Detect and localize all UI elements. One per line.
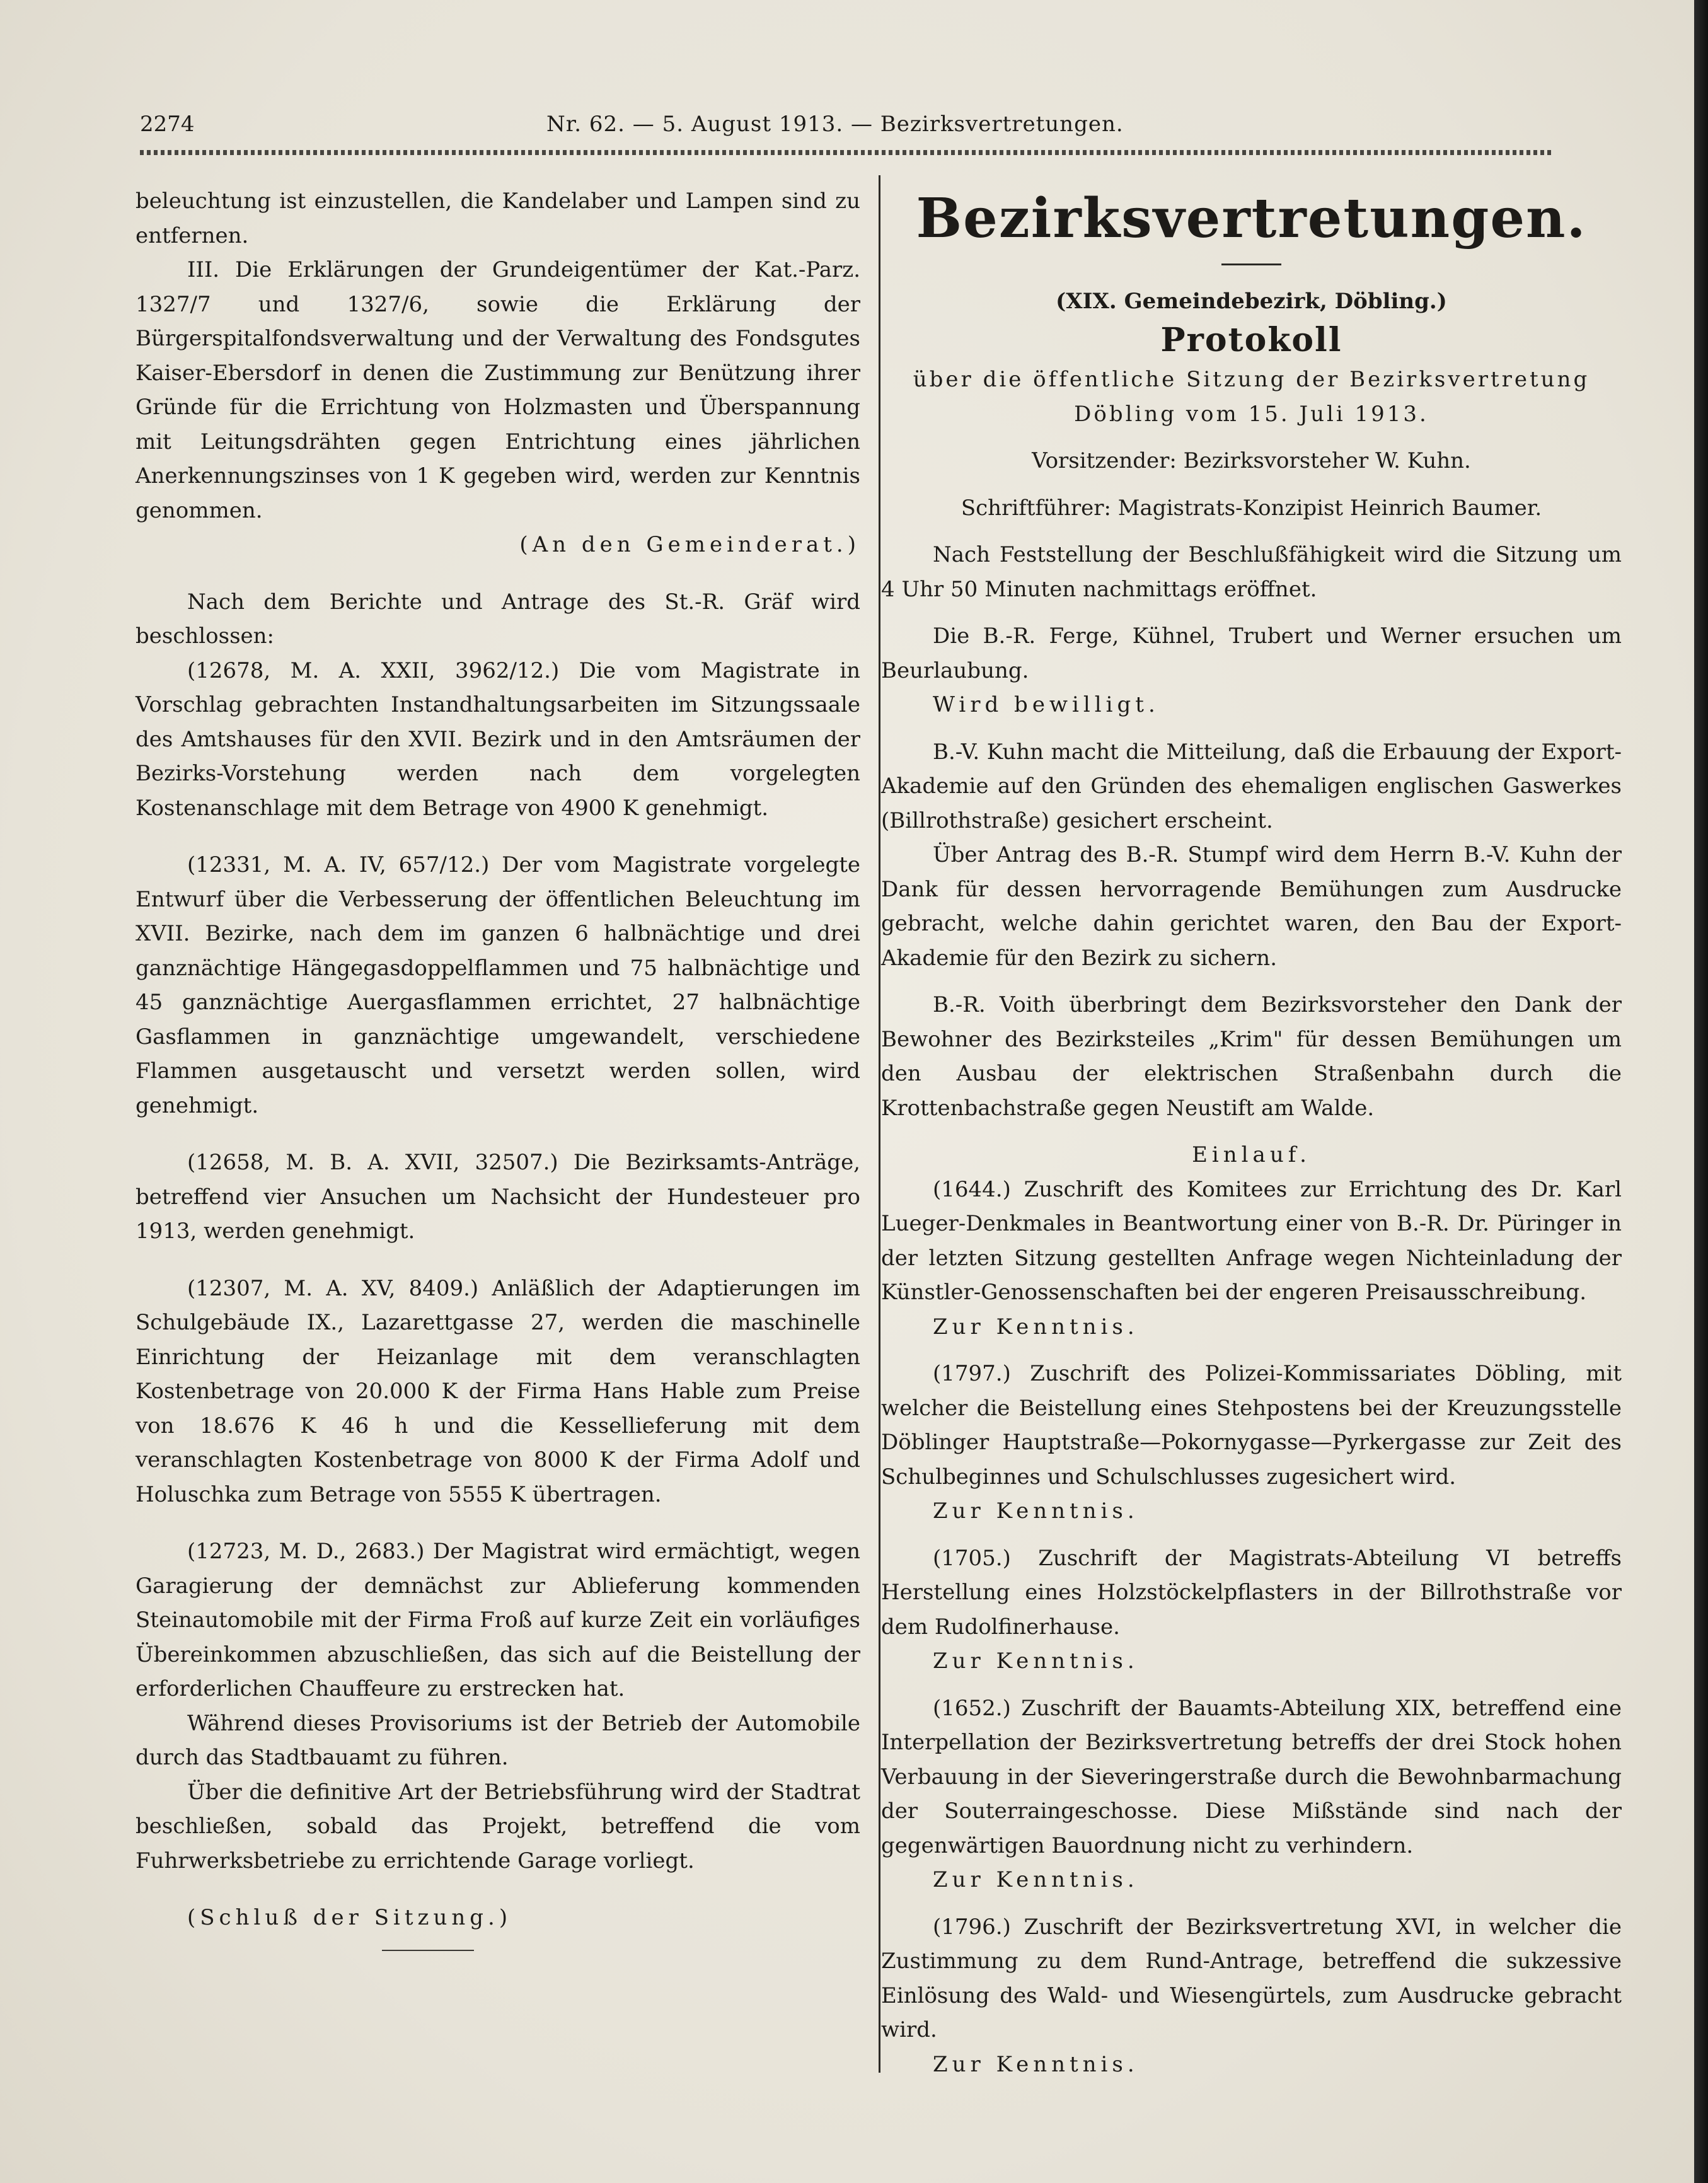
spacer — [136, 1512, 860, 1534]
paragraph: (1797.) Zuschrift des Polizei-Kommissariates Döbling, mit welcher die Beistellung eines Stehpostens bei der Kreuzungsstelle Döblinger Hauptstraße—Pokornygasse—Pyrkergasse zur Zeit des Schulbeginnes und Schulschlusses zugesichert wird. — [881, 1361, 1622, 1490]
secretary-line: Schriftführer: Magistrats-Konzipist Heinrich Baumer. — [961, 495, 1542, 521]
right-column — [881, 178, 1622, 2082]
paragraph: Nach dem Berichte und Antrage des St.-R. Gräf wird beschlossen: — [136, 589, 860, 649]
paragraph: (12658, M. B. A. XVII, 32507.) Die Bezirksamts-Anträge, betreffend vier Ansuchen um Nachsicht der Hundesteuer pro 1913, werden genehmigt. — [136, 1150, 860, 1244]
paragraph: (12331, M. A. IV, 657/12.) Der vom Magistrate vorgelegte Entwurf über die Verbesserung der öffentlichen Beleuchtung im XVII. Bezirke, nach dem im ganzen 6 halbnächtige und drei ganznächtige Hängegasdoppelflammen und 75 halbnächtige und 45 ganznächtige Auergasflammen errichtet, 27 halbnächtige Gasflammen in ganznächtige umgewandelt, verschiedene Flammen ausgetauscht und versetzt werden sollen, wird genehmigt. — [136, 852, 860, 1118]
paragraph: Einlauf. — [1192, 1142, 1311, 1167]
paragraph: Zur Kenntnis. — [933, 1314, 1139, 1340]
paragraph: (Schluß der Sitzung.) — [187, 1905, 512, 1930]
header-rule — [140, 150, 1552, 155]
chair-line: Vorsitzender: Bezirksvorsteher W. Kuhn. — [1032, 448, 1471, 473]
end-rule — [382, 1950, 474, 1951]
section-title: Bezirksvertretungen. — [916, 187, 1587, 250]
spacer — [881, 1897, 1622, 1910]
paragraph: (1644.) Zuschrift des Komitees zur Errichtung des Dr. Karl Lueger-Denkmales in Beantwortung einer von B.-R. Dr. Püringer in der letzten Sitzung gestellten Anfrage wegen Nichteinladung der Künstler-Genossenschaften bei der engeren Preisausschreibung. — [881, 1176, 1622, 1305]
protocol-title: Protokoll — [1160, 321, 1342, 359]
paragraph: (12307, M. A. XV, 8409.) Anläßlich der Adaptierungen im Schulgebäude IX., Lazarettgasse 27, werden die maschinelle Einrichtung der Heizanlage mit dem veranschlagten Kostenbetrage von 20.000 K der Firma Hans Hable zum Preise von 18.676 K 46 h und die Kessellieferung mit dem veranschlagten Kostenbetrage von 8000 K der Firma Adolf und Holuschka zum Betrage von 5555 K übertragen. — [136, 1275, 860, 1507]
spacer — [881, 606, 1622, 619]
paragraph: Über die definitive Art der Betriebsführung wird der Stadtrat beschließen, sobald das Projekt, betreffend die vom Fuhrwerksbetriebe zu errichtende Garage vorliegt. — [136, 1779, 860, 1873]
paragraph: Die B.-R. Ferge, Kühnel, Trubert und Werner ersuchen um Beurlaubung. — [881, 623, 1622, 683]
paragraph: Zur Kenntnis. — [933, 1498, 1139, 1524]
spacer — [881, 478, 1622, 491]
paragraph: Nach Feststellung der Beschlußfähigkeit wird die Sitzung um 4 Uhr 50 Minuten nachmittags eröffnet. — [881, 542, 1622, 602]
paragraph: (1705.) Zuschrift der Magistrats-Abteilung VI betreffs Herstellung eines Holzstöckelpflasters in der Billrothstraße vor dem Rudolfinerhause. — [881, 1545, 1622, 1640]
paragraph: B.-V. Kuhn macht die Mitteilung, daß die Erbauung der Export-Akademie auf den Gründen des ehemaligen englischen Gaswerkes (Billrothstraße) gesichert erscheint. — [881, 739, 1622, 833]
paragraph: Zur Kenntnis. — [933, 2051, 1139, 2077]
paragraph: (1652.) Zuschrift der Bauamts-Abteilung XIX, betreffend eine Interpellation der Bezirksvertretung betreffs der drei Stock hohen Verbauung in der Sieveringerstraße durch die Bewohnbarmachung der Souterraingeschosse. Diese Mißstände sind nach der gegenwärtigen Bauordnung nicht zu verhindern. — [881, 1695, 1622, 1858]
title-rule — [1221, 263, 1281, 265]
left-column — [136, 184, 860, 1935]
spacer — [136, 825, 860, 848]
spacer — [881, 1679, 1622, 1691]
paragraph: B.-R. Voith überbringt dem Bezirksvorsteher den Dank der Bewohner des Bezirksteiles „Krim" für dessen Bemühungen um den Ausbau der elektrischen Straßenbahn durch die Krottenbachstraße gegen Neustift am Walde. — [881, 992, 1622, 1121]
paragraph: (1796.) Zuschrift der Bezirksvertretung XVI, in welcher die Zustimmung zu dem Rund-Antrage, betreffend die sukzessive Einlösung des Wald- und Wiesengürtels, zum Ausdrucke gebracht wird. — [881, 1914, 1622, 2042]
paragraph: beleuchtung ist einzustellen, die Kandelaber und Lampen sind zu entfernen. — [136, 188, 860, 248]
paragraph: Während dieses Provisoriums ist der Betrieb der Automobile durch das Stadtbauamt zu führen. — [136, 1710, 860, 1770]
scan-border — [1694, 0, 1708, 2183]
protocol-intro-line1: über die öffentliche Sitzung der Bezirksvertretung — [913, 367, 1590, 392]
district-heading: (XIX. Gemeindebezirk, Döbling.) — [1056, 289, 1447, 314]
paragraph: Wird bewilligt. — [933, 692, 1160, 717]
spacer — [136, 562, 860, 585]
paragraph: Zur Kenntnis. — [933, 1867, 1139, 1892]
paragraph: (12723, M. D., 2683.) Der Magistrat wird ermächtigt, wegen Garagierung der demnächst zur Ablieferung kommenden Steinautomobile mit der Firma Froß auf kurze Zeit ein vorläufiges Übereinkommen abzuschließen, das sich auf die Beistellung der erforderlichen Chauffeure zu erstrecken hat. — [136, 1539, 860, 1701]
paragraph: (An den Gemeinderat.) — [519, 532, 860, 557]
spacer — [136, 1123, 860, 1145]
spacer — [136, 1878, 860, 1901]
spacer — [881, 525, 1622, 538]
paragraph: Zur Kenntnis. — [933, 1648, 1139, 1674]
right-paragraphs — [881, 538, 1622, 2082]
protocol-intro-line2: Döbling vom 15. Juli 1913. — [1074, 401, 1429, 427]
spacer — [881, 1125, 1622, 1138]
paragraph: Über Antrag des B.-R. Stumpf wird dem Herrn B.-V. Kuhn der Dank für dessen hervorragende Bemühungen zum Ausdrucke gebracht, welche dahin gerichtet waren, den Bau der Export-Akademie für den Bezirk zu sichern. — [881, 842, 1622, 971]
paragraph: (12678, M. A. XXII, 3962/12.) Die vom Magistrate in Vorschlag gebrachten Instandhaltungsarbeiten im Sitzungssaale des Amtshauses für den XVII. Bezirk und in den Amtsräumen der Bezirks-Vorstehung werden nach dem vorgelegten Kostenanschlage mit dem Betrage von 4900 K genehmigt. — [136, 657, 860, 821]
running-title: Nr. 62. — 5. August 1913. — Bezirksvertretungen. — [546, 112, 1124, 137]
spacer — [881, 1529, 1622, 1541]
spacer — [881, 1344, 1622, 1357]
spacer — [881, 975, 1622, 988]
spacer — [881, 431, 1622, 444]
column-divider — [879, 175, 880, 2073]
paragraph: III. Die Erklärungen der Grundeigentümer der Kat.-Parz. 1327/7 und 1327/6, sowie die Erklärung der Bürgerspitalfondsverwaltung und der Verwaltung des Fondsgutes Kaiser-Ebersdorf in denen die Zustimmung zur Benützung ihrer Gründe für die Errichtung von Holzmasten und Überspannung mit Leitungsdrähten gegen Entrichtung eines jährlichen Anerkennungszinses von 1 K gegeben wird, werden zur Kenntnis genommen. — [136, 257, 860, 523]
page-number: 2274 — [140, 112, 195, 137]
page-header — [140, 108, 1545, 140]
spacer — [881, 722, 1622, 735]
spacer — [136, 1249, 860, 1271]
